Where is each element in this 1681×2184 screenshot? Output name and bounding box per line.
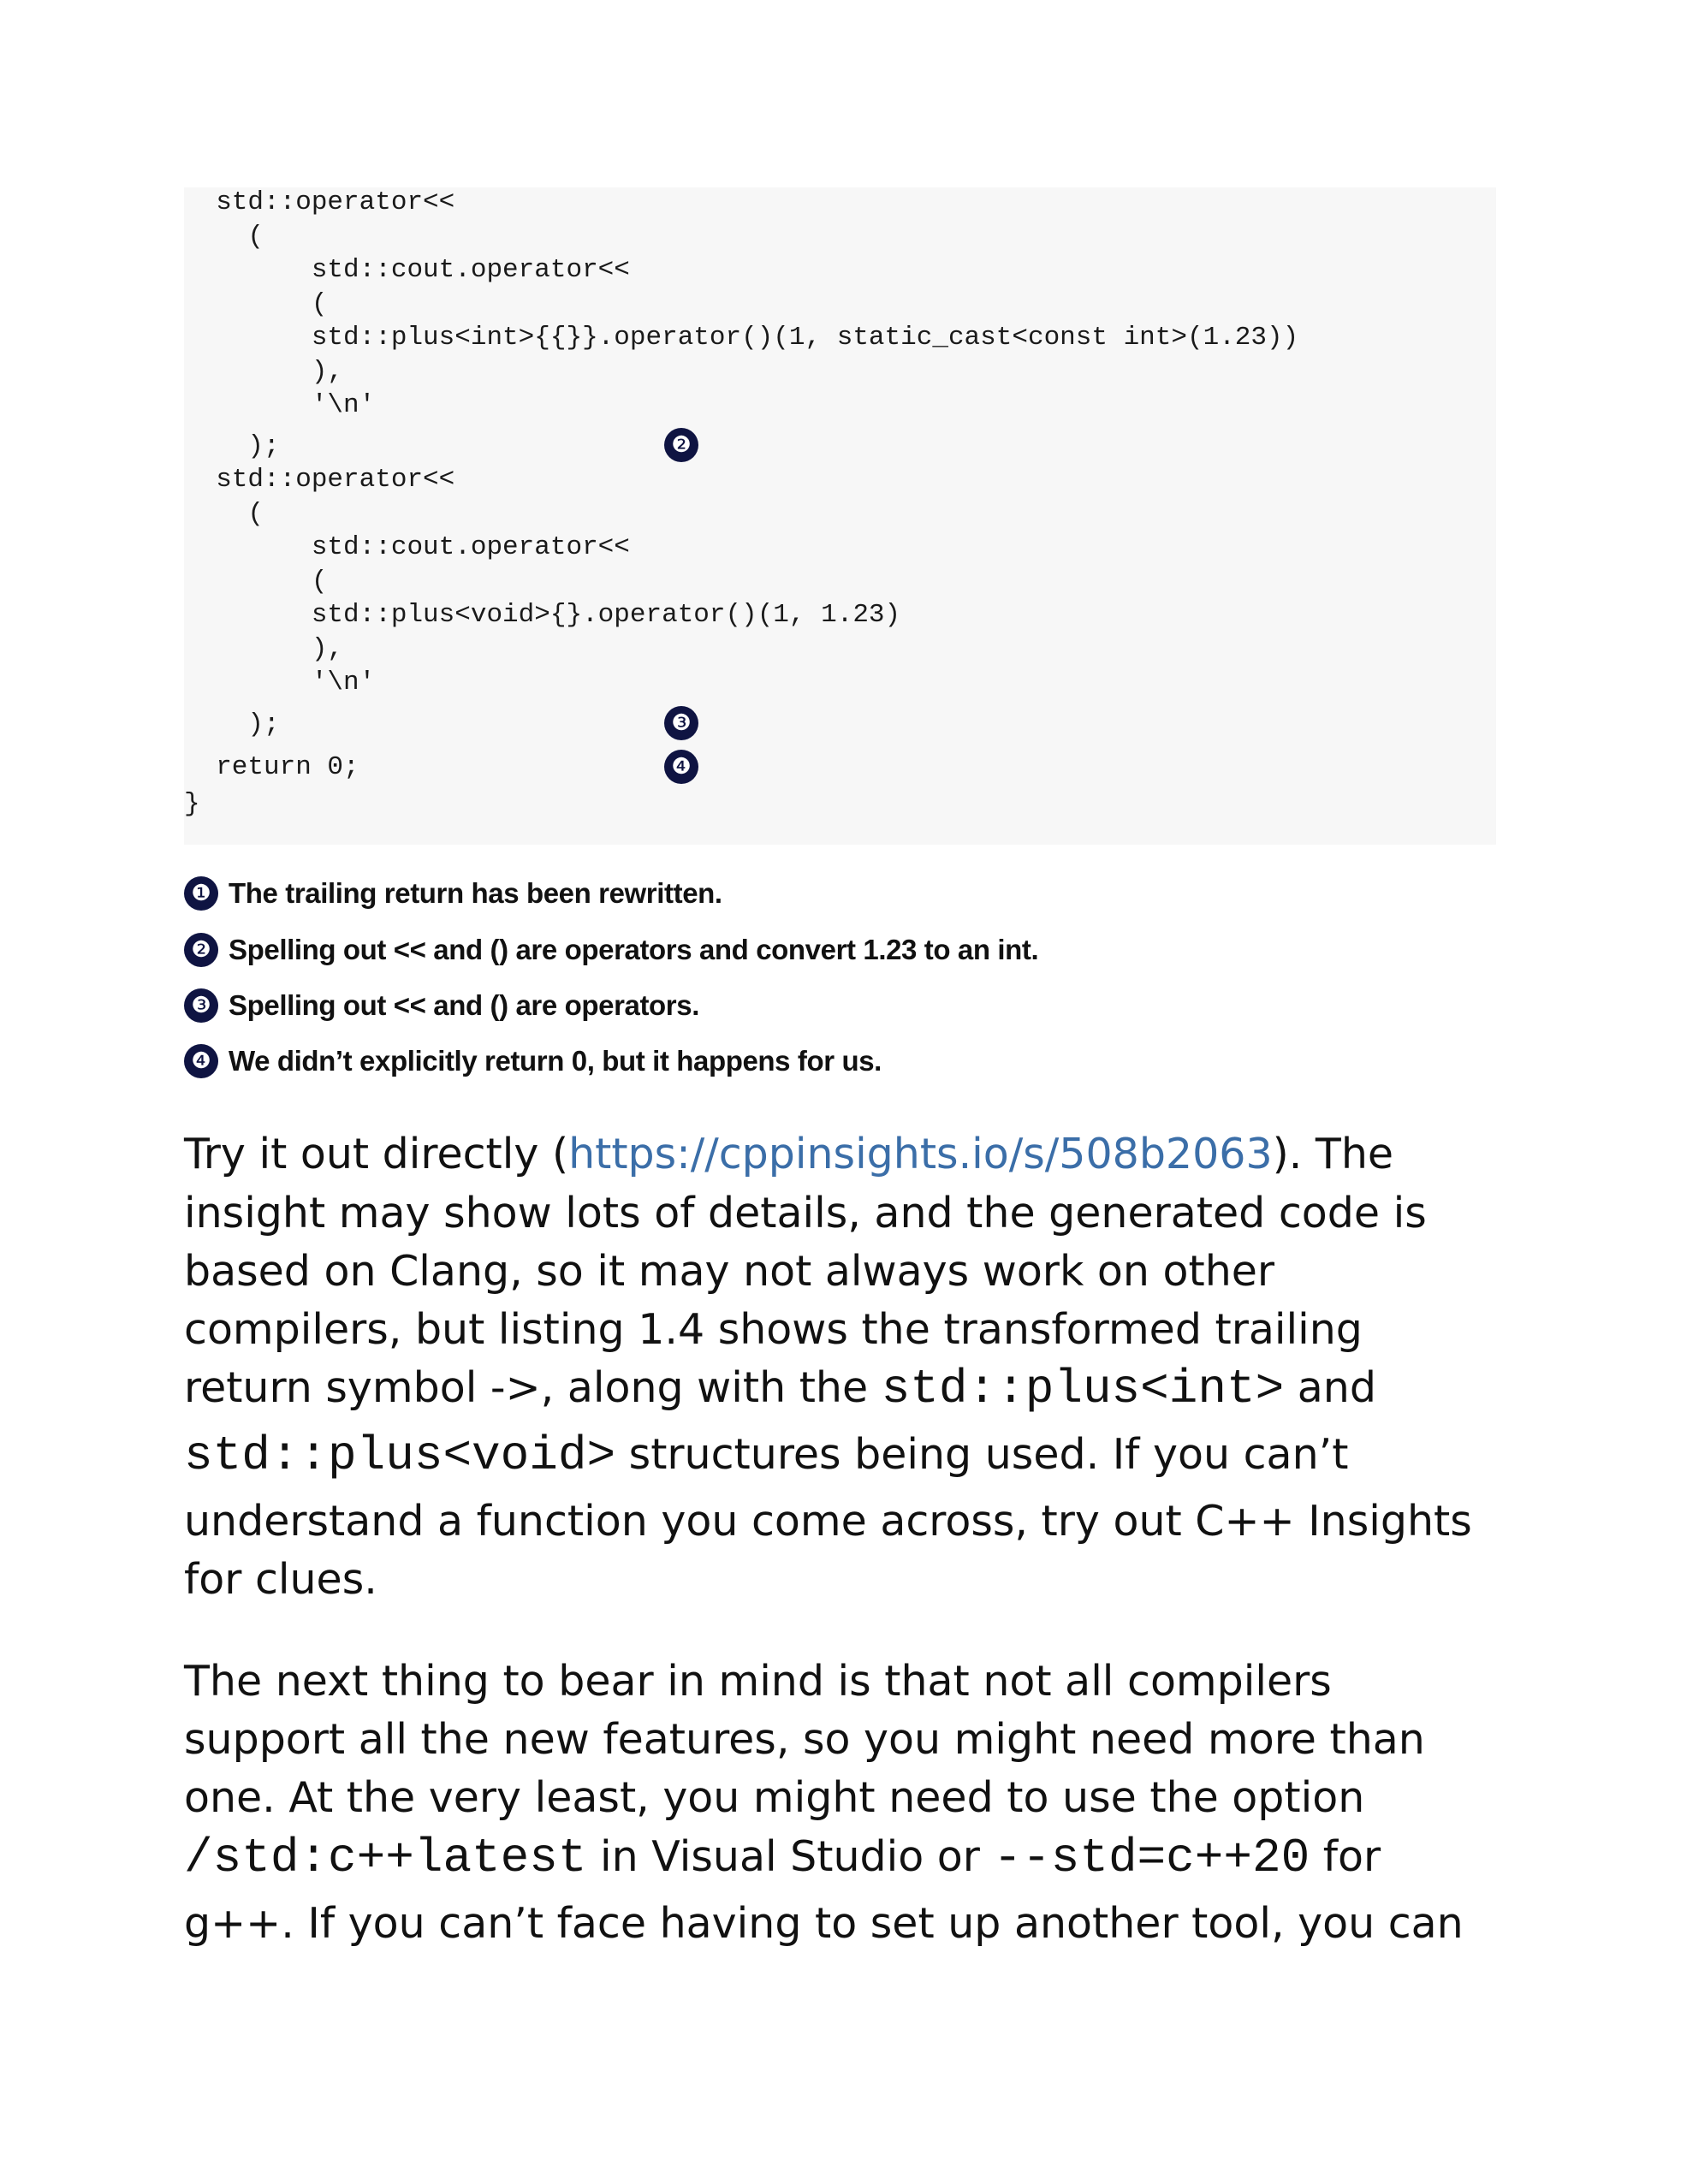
code-line: (	[184, 289, 328, 319]
text-run: Try it out directly (	[184, 1130, 569, 1178]
paragraph-line	[184, 1831, 1381, 1884]
code-line: std::plus<int>{{}}.operator()(1, static_cast<const int>(1.23))	[184, 323, 1299, 353]
code-line: ),	[184, 357, 344, 387]
code-line: (	[184, 222, 264, 252]
text-run: . If you can’t face having to set up another tool, you can	[281, 1899, 1464, 1948]
paragraph-line: compilers, but listing 1.4 shows the transformed trailing	[184, 1305, 1363, 1354]
code-line: '\n'	[184, 390, 376, 420]
callout-marker-2: ❷	[184, 933, 218, 967]
code-line: return 0;	[184, 752, 359, 782]
text-run: g++	[184, 1899, 282, 1948]
callout-marker-3: ❸	[664, 706, 698, 740]
paragraph-line: The next thing to bear in mind is that not all compilers	[184, 1657, 1332, 1706]
annotation-text: We didn’t explicitly return 0, but it happens for us.	[229, 1045, 882, 1077]
paragraph-line: support all the new features, so you might need more than	[184, 1715, 1425, 1764]
inline-code: /std:c++latest	[184, 1831, 587, 1885]
text-run: return symbol ->, along with the	[184, 1363, 882, 1412]
code-line: std::operator<<	[184, 465, 455, 495]
code-line: }	[184, 789, 200, 819]
callout-marker-2: ❷	[664, 428, 698, 462]
code-line: std::plus<void>{}.operator()(1, 1.23)	[184, 600, 901, 630]
text-run: in Visual Studio or	[586, 1832, 994, 1881]
inline-code: --std=c++20	[993, 1831, 1310, 1885]
paragraph-line: based on Clang, so it may not always work on other	[184, 1247, 1275, 1296]
paragraph-line: for clues.	[184, 1555, 377, 1604]
code-line: ),	[184, 634, 344, 664]
text-run: for	[1310, 1832, 1381, 1881]
code-line: std::operator<<	[184, 187, 455, 217]
annotation-note	[184, 987, 699, 1024]
code-line: );	[184, 431, 280, 461]
code-line: (	[184, 567, 328, 596]
callout-marker-3: ❸	[184, 988, 218, 1023]
cppinsights-link[interactable]: https://cppinsights.io/s/508b2063	[568, 1130, 1273, 1178]
code-line: (	[184, 499, 264, 529]
code-listing	[184, 187, 1496, 845]
paragraph-line	[184, 1898, 1464, 1950]
annotation-note	[184, 1042, 882, 1080]
text-run: structures being used. If you can’t	[615, 1430, 1349, 1479]
paragraph-line	[184, 1129, 1393, 1180]
paragraph-line: understand a function you come across, try out C++ Insights	[184, 1497, 1472, 1546]
text-run: ). The	[1272, 1130, 1394, 1178]
annotation-note	[184, 875, 722, 912]
paragraph-line: one. At the very least, you might need to use the option	[184, 1773, 1365, 1822]
code-line: );	[184, 709, 280, 739]
callout-marker-4: ❹	[184, 1044, 218, 1078]
code-line: std::cout.operator<<	[184, 532, 630, 562]
annotation-note	[184, 931, 1038, 969]
code-line: std::cout.operator<<	[184, 255, 630, 285]
paragraph-line	[184, 1429, 1348, 1481]
inline-code: std::plus<void>	[184, 1428, 616, 1483]
text-run: and	[1284, 1363, 1376, 1412]
annotation-text: Spelling out << and () are operators.	[229, 989, 699, 1021]
paragraph-line	[184, 1362, 1376, 1415]
annotation-text: The trailing return has been rewritten.	[229, 877, 722, 909]
code-line: '\n'	[184, 668, 376, 697]
inline-code: std::plus<int>	[881, 1362, 1285, 1416]
callout-marker-4: ❹	[664, 750, 698, 784]
paragraph-line: insight may show lots of details, and the generated code is	[184, 1189, 1427, 1237]
annotation-text: Spelling out << and () are operators and convert 1.23 to an int.	[229, 934, 1039, 965]
callout-marker-1: ❶	[184, 876, 218, 911]
